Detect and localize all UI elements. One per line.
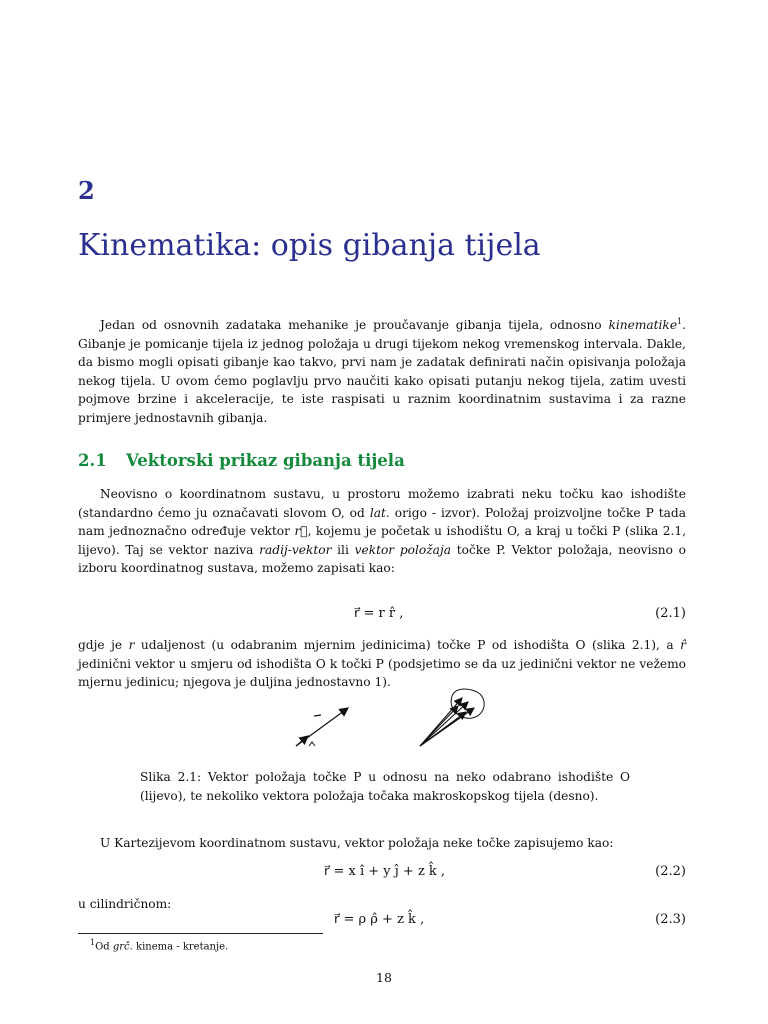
intro-term-kinematike: kinematike (608, 318, 678, 333)
equation-formula: r⃗ = ρ ρ̂ + z k̂ , (334, 912, 425, 927)
math-r: r (128, 638, 135, 652)
intro-paragraph (78, 313, 686, 428)
term-vektor-polozaja: vektor položaja (354, 542, 451, 557)
section-number: 2.1 (78, 451, 107, 470)
paragraph-cylindrical: u cilindričnom: (78, 897, 172, 911)
text: udaljenost (u odabranim mjernim jedinicima) točke P od ishodišta O (slika 2.1), a (134, 638, 681, 652)
equation-number: (2.1) (655, 606, 686, 621)
chapter-number: 2 (78, 176, 95, 205)
footnote-rule (78, 933, 323, 934)
text: , kojemu je početak u ishodištu O, a kraj u točki P (slika 2.1, lijevo). Taj se vektor naziva (78, 524, 687, 557)
equation-formula: r⃗ = x î + y ĵ + z k̂ , (324, 864, 446, 879)
math-r-vector: r⃗ (294, 524, 308, 539)
figure-2-1 (280, 680, 500, 760)
text: origo - izvor). Položaj proizvoljne točke P tada nam jednoznačno određuje vektor (78, 505, 686, 539)
text: gdje je (78, 638, 129, 652)
paragraph-cartesian: U Kartezijevom koordinatnom sustavu, vektor položaja neke točke zapisujemo kao: (100, 836, 614, 850)
math-r-hat: r̂ (680, 638, 686, 652)
figure-caption: Slika 2.1: Vektor položaja točke P u odnosu na neko odabrano ishodište O (lijevo), te nekoliko vektora položaja točaka makroskopskog tijela (desno). (140, 770, 630, 803)
text: točke P. Vektor položaja, neovisno o izboru koordinatnog sustava, možemo zapisati kao: (78, 542, 686, 576)
figure-left-position-vector (296, 708, 348, 746)
equation-formula: r⃗ = r r̂ , (354, 606, 404, 621)
text: jedinični vektor u smjeru od ishodišta O k točki P (podsjetimo se da uz jedinični vektor ne vežemo mjernu jedinicu; njegova je duljina jednostavno 1). (78, 656, 686, 690)
section-title: Vektorski prikaz gibanja tijela (126, 451, 405, 470)
text: ili (331, 542, 355, 557)
text: Od (95, 941, 113, 953)
equation-2-3 (78, 912, 686, 932)
section-heading (78, 451, 405, 470)
chapter-title: Kinematika: opis gibanja tijela (78, 228, 541, 263)
page-number: 18 (376, 970, 392, 985)
paragraph-position-vector (78, 485, 686, 578)
intro-text-1: Jedan od osnovnih zadataka mehanike je proučavanje gibanja tijela, odnosno (100, 318, 609, 333)
text-grc: grč. (112, 941, 133, 953)
footnote-mark: 1 (90, 938, 96, 947)
equation-number: (2.2) (655, 864, 686, 879)
figure-right-body-vectors (420, 689, 484, 746)
equation-2-1 (78, 606, 686, 626)
text-lat: lat. (369, 505, 390, 520)
term-radij-vektor: radij-vektor (259, 542, 332, 557)
intro-text-2: . Gibanje je pomicanje tijela iz jednog položaja u drugi tijekom nekog vremenskog intervala. Dakle, da bismo mogli opisati gibanje kao takvo, prvi nam je zadatak definirati način opisivanja položaja nekog tijela. U ovom ćemo poglavlju prvo naučiti kako opisati putanju nekog tijela, zatim uvesti pojmove brzine i akceleracije, te iste raspisati u raznim koordinatnim sustavima i za razne primjere jednostavnih gibanja. (78, 318, 686, 426)
text: Neovisno o koordinatnom sustavu, u prostoru možemo izabrati neku točku kao ishodište (standardno ćemo ju označavati slovom O, od (78, 487, 686, 520)
footnote (90, 938, 228, 952)
footnote-marker: 1 (677, 317, 683, 326)
equation-number: (2.3) (655, 912, 686, 927)
equation-2-2 (78, 864, 686, 884)
text: kinema - kretanje. (132, 941, 229, 953)
